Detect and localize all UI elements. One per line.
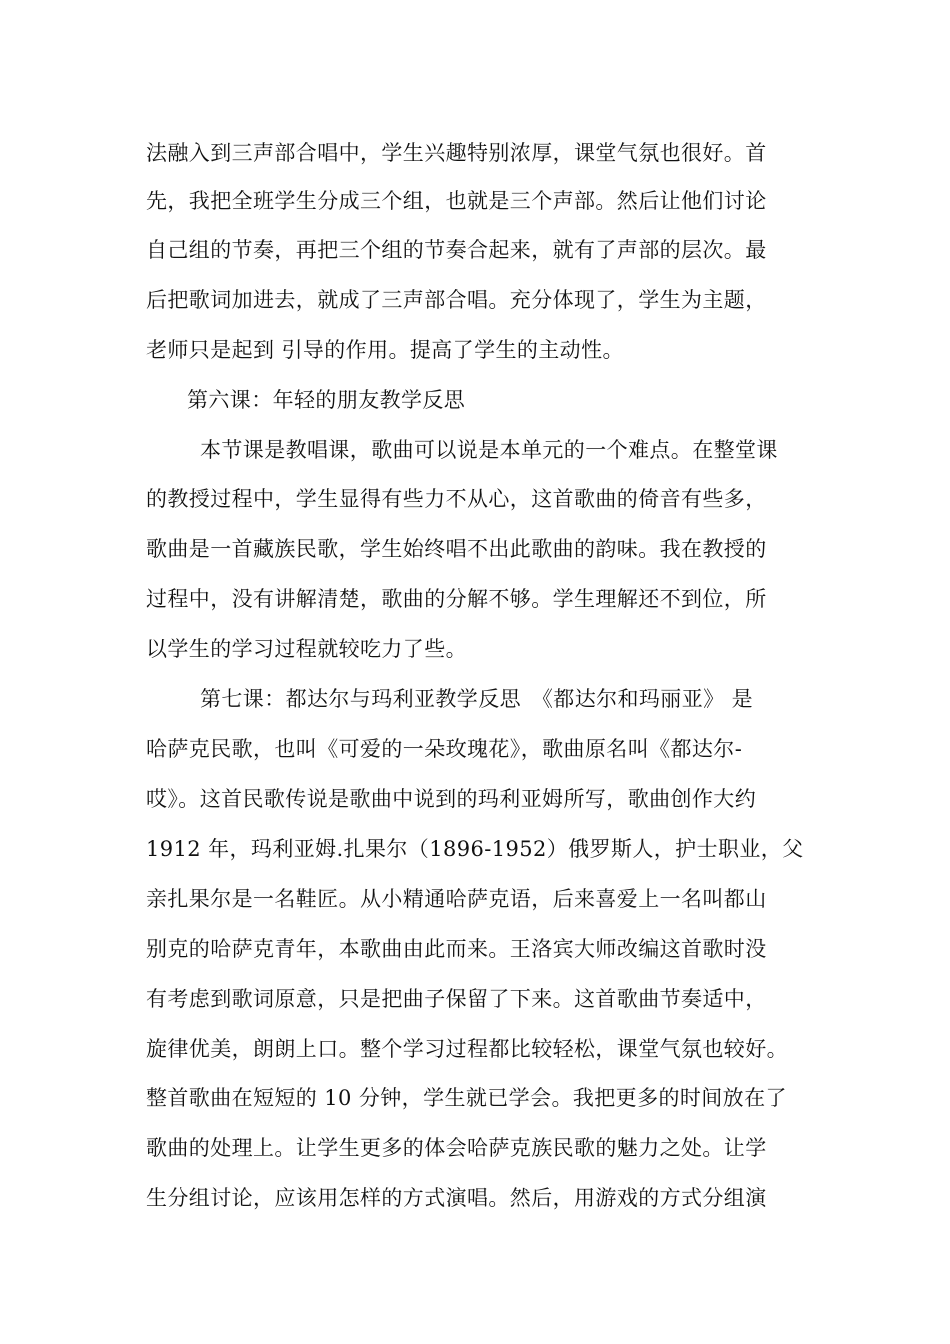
paragraph-line: 歌曲的处理上。让学生更多的体会哈萨克族民歌的魅力之处。让学 xyxy=(146,1136,767,1160)
paragraph-line: 亲扎果尔是一名鞋匠。从小精通哈萨克语，后来喜爱上一名叫都山 xyxy=(146,887,767,911)
paragraph-line: 后把歌词加进去，就成了三声部合唱。充分体现了，学生为主题， xyxy=(146,288,767,312)
section-heading-lesson-6: 第六课：年轻的朋友教学反思 xyxy=(187,388,466,412)
paragraph-line: 1912 年，玛利亚姆.扎果尔（1896-1952）俄罗斯人，护士职业，父 xyxy=(146,837,804,861)
paragraph-line: 法融入到三声部合唱中，学生兴趣特别浓厚，课堂气氛也很好。首 xyxy=(146,141,767,165)
paragraph-line: 有考虑到歌词原意，只是把曲子保留了下来。这首歌曲节奏适中， xyxy=(146,987,767,1011)
paragraph-line: 哈萨克民歌，也叫《可爱的一朵玫瑰花》，歌曲原名叫《都达尔- xyxy=(146,737,743,761)
paragraph-line: 生分组讨论，应该用怎样的方式演唱。然后，用游戏的方式分组演 xyxy=(146,1186,767,1210)
paragraph-line: 哎》。这首民歌传说是歌曲中说到的玛利亚姆所写，歌曲创作大约 xyxy=(146,787,757,811)
paragraph-line: 自己组的节奏，再把三个组的节奏合起来，就有了声部的层次。最 xyxy=(146,238,767,262)
paragraph-line: 的教授过程中，学生显得有些力不从心，这首歌曲的倚音有些多， xyxy=(146,487,767,511)
paragraph-line: 老师只是起到 引导的作用。提高了学生的主动性。 xyxy=(146,338,624,362)
paragraph-line: 先，我把全班学生分成三个组，也就是三个声部。然后让他们讨论 xyxy=(146,189,767,213)
paragraph-line: 本节课是教唱课，歌曲可以说是本单元的一个难点。在整堂课 xyxy=(200,438,778,462)
paragraph-line: 以学生的学习过程就较吃力了些。 xyxy=(146,637,467,661)
paragraph-line: 过程中，没有讲解清楚，歌曲的分解不够。学生理解还不到位，所 xyxy=(146,587,767,611)
paragraph-line: 别克的哈萨克青年，本歌曲由此而来。王洛宾大师改编这首歌时没 xyxy=(146,937,767,961)
paragraph-line: 整首歌曲在短短的 10 分钟，学生就已学会。我把更多的时间放在了 xyxy=(146,1086,787,1110)
section-heading-lesson-7: 第七课：都达尔与玛利亚教学反思 《都达尔和玛丽亚》 是 xyxy=(200,687,753,711)
paragraph-line: 歌曲是一首藏族民歌，学生始终唱不出此歌曲的韵味。我在教授的 xyxy=(146,537,767,561)
paragraph-line: 旋律优美，朗朗上口。整个学习过程都比较轻松，课堂气氛也较好。 xyxy=(146,1037,788,1061)
